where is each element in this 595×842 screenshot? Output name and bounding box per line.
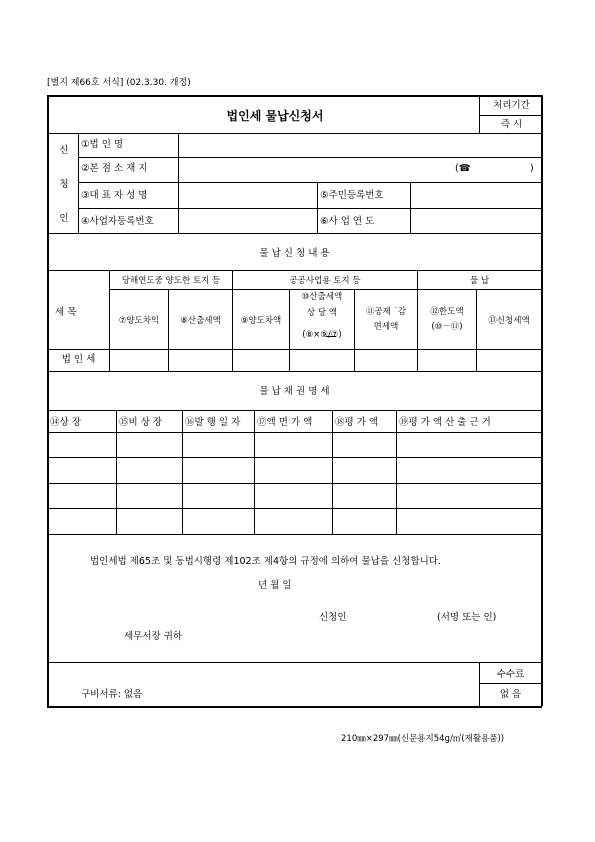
applicant-block-bottom <box>47 233 541 234</box>
content-group-div-1 <box>232 270 233 371</box>
fee-box-top <box>47 662 541 663</box>
content-item-divider <box>109 270 110 371</box>
addressee: 세무서장 귀하 <box>124 631 183 642</box>
content-col-div-4 <box>476 289 477 371</box>
applicant-row-line-1 <box>78 157 541 158</box>
bond-row-line-2 <box>47 483 541 484</box>
content-title-bottom <box>47 270 541 271</box>
frame-left <box>47 95 49 706</box>
applicant-mid-label-divider <box>410 182 411 233</box>
col-transfer-difference: ⑨양도차액 <box>240 316 282 326</box>
group-transferred-land-header: 당해연도중 양도한 토지 등 <box>121 276 221 286</box>
bond-col-div-1 <box>116 410 117 534</box>
bond-col-div-2 <box>182 410 183 534</box>
tax-item-label: 세 목 <box>55 307 77 318</box>
group-payment-in-kind-header: 물 납 <box>469 276 490 286</box>
applicant-label-divider <box>178 133 179 233</box>
col-issue-date: ⑯발 행 일 자 <box>185 417 241 428</box>
col-requested-tax: ⑬신청세액 <box>488 316 530 326</box>
corporation-name-label: ①법 인 명 <box>81 139 124 150</box>
col-tax-equivalent-line2: 상 당 액 <box>306 308 338 318</box>
frame-right <box>541 95 543 706</box>
col-face-value: ⑰액 면 가 액 <box>257 417 313 428</box>
phone-label: (☎ <box>455 163 471 174</box>
payment-content-section-title: 물 납 신 청 내 용 <box>259 248 330 259</box>
phone-close: ) <box>530 163 534 174</box>
col-listed: ⑭상 장 <box>50 417 81 428</box>
required-documents: 구비서류: 없음 <box>81 689 143 700</box>
col-limit-line2: (⑩－⑪) <box>431 322 463 332</box>
fee-box-left <box>479 662 480 706</box>
processing-period-value: 즉 시 <box>500 119 523 130</box>
paper-specification: 210㎜×297㎜(신문용지54g/㎡(재활용품)) <box>341 734 505 744</box>
form-number-note: [별지 제66호 서식] (02.3.30. 개정) <box>47 78 191 88</box>
group-public-land-header: 공공사업용 토지 등 <box>289 276 361 286</box>
bond-row-line-3 <box>47 508 541 509</box>
col-appraisal-basis: ⑲평 가 액 산 출 근 거 <box>399 417 491 428</box>
col-transfer-gain: ⑦양도차익 <box>118 316 160 326</box>
applicant-side-label-2: 청 <box>59 179 69 190</box>
col-deduction-line1: ⑪공제 ˙감 <box>365 307 407 317</box>
fee-box-mid <box>479 683 541 684</box>
applicant-signature-label: 신청인 <box>319 612 347 623</box>
bond-row-line-1 <box>47 457 541 458</box>
frame-bottom <box>47 706 542 708</box>
content-group-div-2 <box>417 270 418 371</box>
resident-number-label: ⑤주민등록번호 <box>320 190 384 201</box>
col-calculated-tax: ⑧산출세액 <box>180 316 221 326</box>
form-title: 법인세 물납신청서 <box>226 109 324 123</box>
col-appraised-value: ⑱평 가 액 <box>335 417 379 428</box>
col-tax-equivalent-line3: (⑧×⑨/⑦) <box>302 330 342 340</box>
applicant-row-line-2 <box>78 182 541 183</box>
bond-col-div-4 <box>332 410 333 534</box>
processing-period-label: 처리기간 <box>493 100 530 111</box>
content-col-div-2 <box>289 289 290 371</box>
content-table-bottom <box>47 371 541 372</box>
representative-name-label: ③대 표 자 성 명 <box>81 190 148 201</box>
fraction-line <box>326 336 336 337</box>
declaration-text: 법인세법 제65조 및 동법시행령 제102조 제4항의 규정에 의하여 물납을 신청합니다. <box>90 556 441 567</box>
bond-col-div-3 <box>254 410 255 534</box>
col-deduction-line2: 면세액 <box>373 322 399 332</box>
content-col-div-3 <box>354 289 355 371</box>
content-col-div-1 <box>168 289 169 371</box>
head-office-address-label: ②본 점 소 재 지 <box>81 163 148 174</box>
applicant-row-line-3 <box>78 208 541 209</box>
col-unlisted: ⑮비 상 장 <box>119 417 163 428</box>
col-tax-equivalent-line1: ⑩산출세액 <box>301 292 343 302</box>
applicant-mid-divider <box>317 182 318 233</box>
bond-header-bottom <box>47 432 541 433</box>
corporate-tax-row-label: 법 인 세 <box>61 354 96 365</box>
signature-note: (서명 또는 인) <box>437 612 497 623</box>
applicant-side-label-1: 신 <box>59 145 69 156</box>
processing-box-left <box>479 95 480 133</box>
applicant-side-divider <box>78 133 79 233</box>
bond-table-bottom <box>47 534 541 535</box>
bond-details-section-title: 물 납 채 권 명 세 <box>259 386 330 397</box>
bond-title-bottom <box>47 410 541 411</box>
fiscal-year-label: ⑥사 업 연 도 <box>320 216 375 227</box>
content-header-bottom <box>47 349 541 350</box>
bond-col-div-5 <box>396 410 397 534</box>
business-number-label: ④사업자등록번호 <box>81 216 154 227</box>
title-area-bottom <box>47 133 541 134</box>
applicant-side-label-3: 인 <box>59 213 69 224</box>
fee-label: 수수료 <box>496 669 525 680</box>
application-date: 년 월 일 <box>258 580 292 591</box>
col-limit-line1: ⑫한도액 <box>430 307 464 317</box>
frame-top <box>47 95 542 97</box>
fee-value: 없 음 <box>499 689 522 700</box>
processing-box-mid <box>479 115 541 116</box>
